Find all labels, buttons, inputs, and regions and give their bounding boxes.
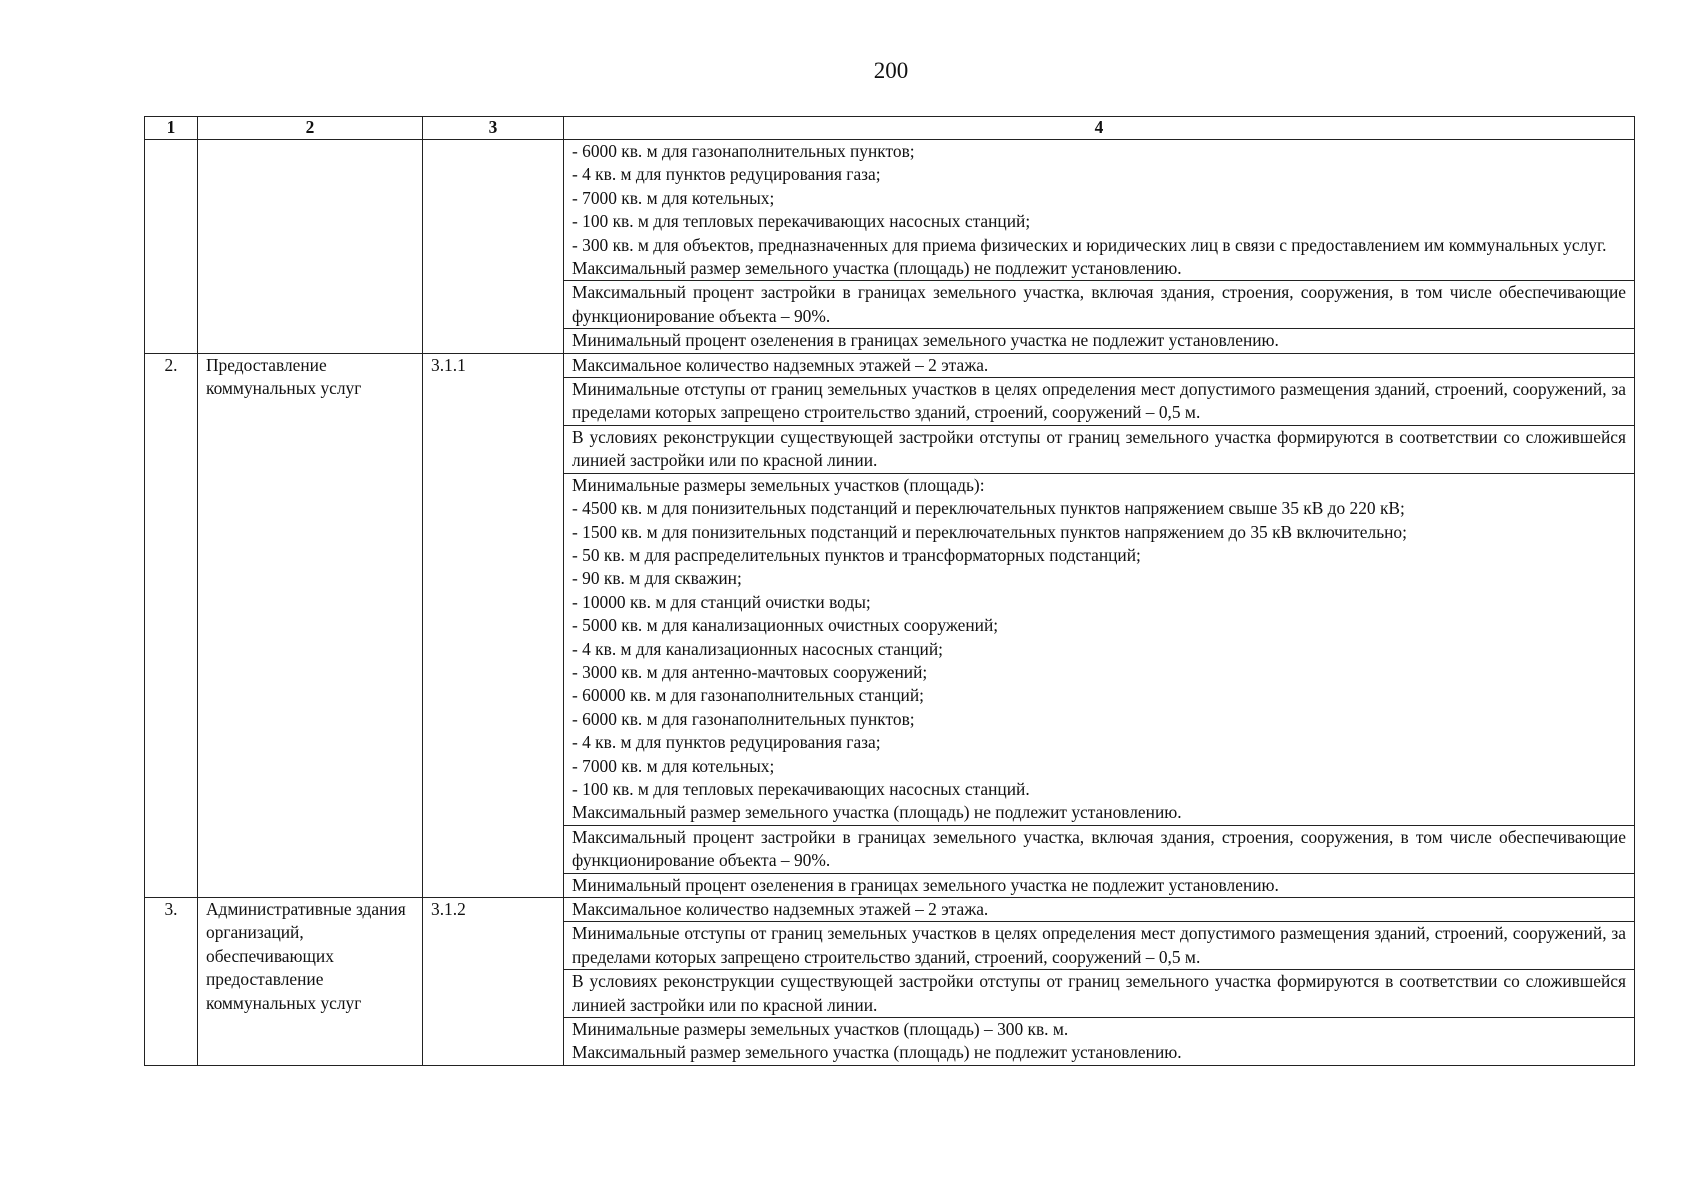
table-row — [145, 353, 1635, 377]
parameter-cell — [564, 922, 1635, 970]
parameter-line: В условиях реконструкции существующей застройки отступы от границ земельного участка формируются в соответствии со сложившейся линией застройки или по красной линии. — [572, 971, 1626, 1015]
parameter-line: Максимальный размер земельного участка (площадь) не подлежит установлению. — [572, 802, 1182, 823]
parameter-line: Максимальный процент застройки в границах земельного участка, включая здания, строения, сооружения, в том числе обеспечивающие функционирование объекта – 90%. — [572, 826, 1626, 871]
table-header-row — [145, 117, 1635, 140]
parameter-cell — [564, 873, 1635, 897]
parameter-line: Минимальные отступы от границ земельных участков в целях определения мест допустимого размещения зданий, строений, сооружений, за пределами которых запрещено строительство зданий, строений, сооружений – 0,5 м. — [572, 923, 1626, 967]
parameter-line: - 4 кв. м для пунктов редуцирования газа; — [572, 164, 881, 185]
parameter-line: Максимальное количество надземных этажей – 2 этажа. — [572, 899, 989, 919]
parameter-cell — [564, 898, 1635, 922]
parameter-cell — [564, 378, 1635, 426]
parameter-line: - 4 кв. м для пунктов редуцирования газа; — [572, 732, 881, 753]
parameter-line: - 10000 кв. м для станций очистки воды; — [572, 591, 871, 612]
parameter-cell — [564, 281, 1635, 329]
parameter-line: - 50 кв. м для распределительных пунктов и трансформаторных подстанций; — [572, 544, 1141, 565]
row-number: 2. — [145, 353, 198, 897]
parameter-line: - 3000 кв. м для антенно-мачтовых сооружений; — [572, 661, 928, 682]
parameter-cell — [564, 970, 1635, 1018]
parameter-line: Максимальный размер земельного участка (площадь) не подлежит установлению. — [572, 1042, 1182, 1063]
parameter-cell — [564, 140, 1635, 281]
column-header-4: 4 — [564, 117, 1635, 140]
row-number: 3. — [145, 898, 198, 1066]
parameter-line: - 5000 кв. м для канализационных очистных сооружений; — [572, 615, 999, 636]
parameter-line: Минимальный процент озеленения в границах земельного участка не подлежит установлению. — [572, 874, 1279, 895]
parameter-line: Минимальные отступы от границ земельных участков в целях определения мест допустимого размещения зданий, строений, сооружений, за пределами которых запрещено строительство зданий, строений, сооружений – 0,5 м. — [572, 379, 1626, 423]
parameter-line: - 6000 кв. м для газонаполнительных пунктов; — [572, 708, 915, 729]
column-header-1: 1 — [145, 117, 198, 140]
parameter-line: Максимальное количество надземных этажей – 2 этажа. — [572, 354, 989, 375]
land-use-name: Административные здания организаций, обеспечивающих предоставление коммунальных услуг — [198, 898, 423, 1066]
parameter-cell — [564, 425, 1635, 473]
parameter-cell — [564, 329, 1635, 353]
table-body — [145, 140, 1635, 1066]
parameter-line: - 4 кв. м для канализационных насосных станций; — [572, 638, 944, 659]
land-use-code: 3.1.2 — [423, 898, 564, 1066]
table-row — [145, 898, 1635, 922]
num-cell — [145, 140, 198, 354]
parameter-line: Минимальный процент озеленения в границах земельного участка не подлежит установлению. — [572, 330, 1279, 351]
parameter-line: Минимальные размеры земельных участков (площадь) – 300 кв. м. — [572, 1019, 1069, 1040]
parameter-line: - 1500 кв. м для понизительных подстанций и переключательных пунктов напряжением до 35 кВ включительно; — [572, 521, 1407, 542]
parameter-line: - 4500 кв. м для понизительных подстанций и переключательных пунктов напряжением свыше 35 кВ до 220 кВ; — [572, 498, 1405, 519]
parameter-cell — [564, 353, 1635, 377]
parameter-line: - 6000 кв. м для газонаполнительных пунктов; — [572, 141, 915, 161]
parameter-line: - 90 кв. м для скважин; — [572, 568, 742, 589]
table-row — [145, 140, 1635, 281]
land-use-code: 3.1.1 — [423, 353, 564, 897]
parameter-line: - 100 кв. м для тепловых перекачивающих насосных станций. — [572, 778, 1030, 799]
name-cell — [198, 140, 423, 354]
parameter-line: - 100 кв. м для тепловых перекачивающих насосных станций; — [572, 211, 1031, 232]
parameter-cell — [564, 473, 1635, 825]
parameter-line: Максимальный процент застройки в границах земельного участка, включая здания, строения, сооружения, в том числе обеспечивающие функционирование объекта – 90%. — [572, 282, 1626, 326]
parameter-line: - 7000 кв. м для котельных; — [572, 755, 775, 776]
page-number: 200 — [873, 58, 909, 83]
parameter-line: - 7000 кв. м для котельных; — [572, 187, 775, 208]
parameter-line: Максимальный размер земельного участка (площадь) не подлежит установлению. — [572, 258, 1182, 279]
column-header-3: 3 — [423, 117, 564, 140]
parameter-line: - 60000 кв. м для газонаполнительных станций; — [572, 685, 924, 706]
parameter-cell — [564, 1018, 1635, 1066]
parameter-line: В условиях реконструкции существующей застройки отступы от границ земельного участка формируются в соответствии со сложившейся линией застройки или по красной линии. — [572, 426, 1626, 471]
zoning-parameters-table — [144, 116, 1635, 1066]
parameter-line: - 300 кв. м для объектов, предназначенных для приема физических и юридических лиц в связи с предоставлением им коммунальных услуг. — [572, 234, 1607, 255]
parameter-line: Минимальные размеры земельных участков (площадь): — [572, 474, 985, 495]
land-use-name: Предоставление коммунальных услуг — [198, 353, 423, 897]
parameter-cell — [564, 825, 1635, 873]
column-header-2: 2 — [198, 117, 423, 140]
code-cell — [423, 140, 564, 354]
